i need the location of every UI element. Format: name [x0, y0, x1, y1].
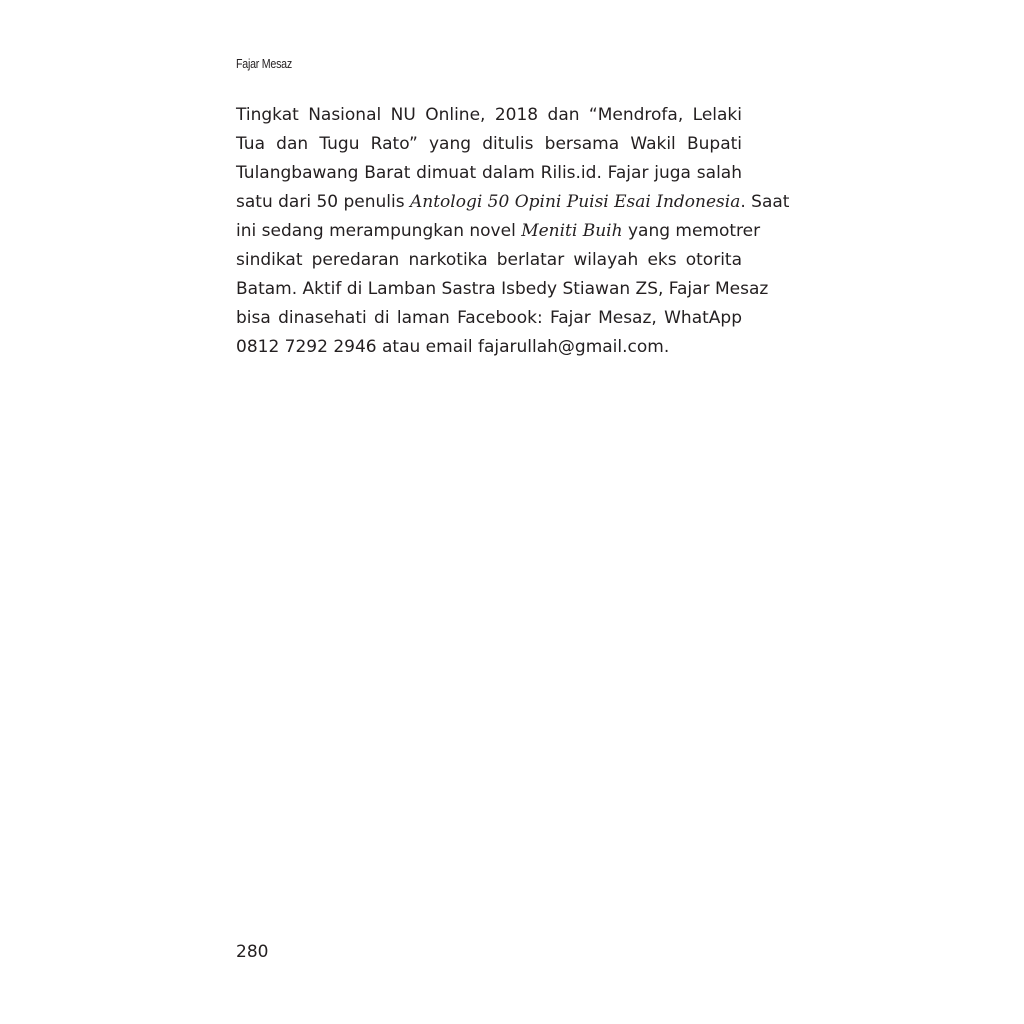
- text-line: [236, 101, 742, 130]
- text-line: [236, 159, 742, 188]
- italic-title: Meniti Buih: [521, 221, 623, 241]
- running-head: Fajar Mesaz: [236, 56, 292, 71]
- text-run: ini sedang merampungkan novel: [236, 221, 522, 241]
- text-run: Batam. Aktif di Lamban Sastra Isbedy Stiawan ZS, Fajar Mesaz: [236, 279, 769, 299]
- page-number: 280: [236, 942, 269, 962]
- body-paragraph: [236, 101, 790, 362]
- text-run: sindikat peredaran narkotika berlatar wilayah eks otorita: [236, 250, 742, 270]
- text-line: [236, 246, 742, 275]
- text-line: [236, 130, 742, 159]
- text-line: [236, 304, 742, 333]
- text-run: Tulangbawang Barat dimuat dalam Rilis.id. Fajar juga salah: [236, 163, 742, 183]
- text-run: . Saat: [740, 192, 790, 212]
- text-line: [236, 217, 761, 246]
- text-line: [236, 333, 742, 362]
- italic-title: Antologi 50 Opini Puisi Esai Indonesia: [409, 192, 741, 212]
- text-run: Tingkat Nasional NU Online, 2018 dan “Mendrofa, Lelaki: [236, 105, 742, 125]
- text-run: satu dari 50 penulis: [236, 192, 410, 212]
- text-line: [236, 188, 790, 217]
- text-run: bisa dinasehati di laman Facebook: Fajar Mesaz, WhatApp: [236, 308, 742, 328]
- text-run: Tua dan Tugu Rato” yang ditulis bersama Wakil Bupati: [236, 134, 742, 154]
- text-line: [236, 275, 769, 304]
- text-run: 0812 7292 2946 atau email fajarullah@gmail.com.: [236, 337, 670, 357]
- text-run: yang memotrer: [622, 221, 761, 241]
